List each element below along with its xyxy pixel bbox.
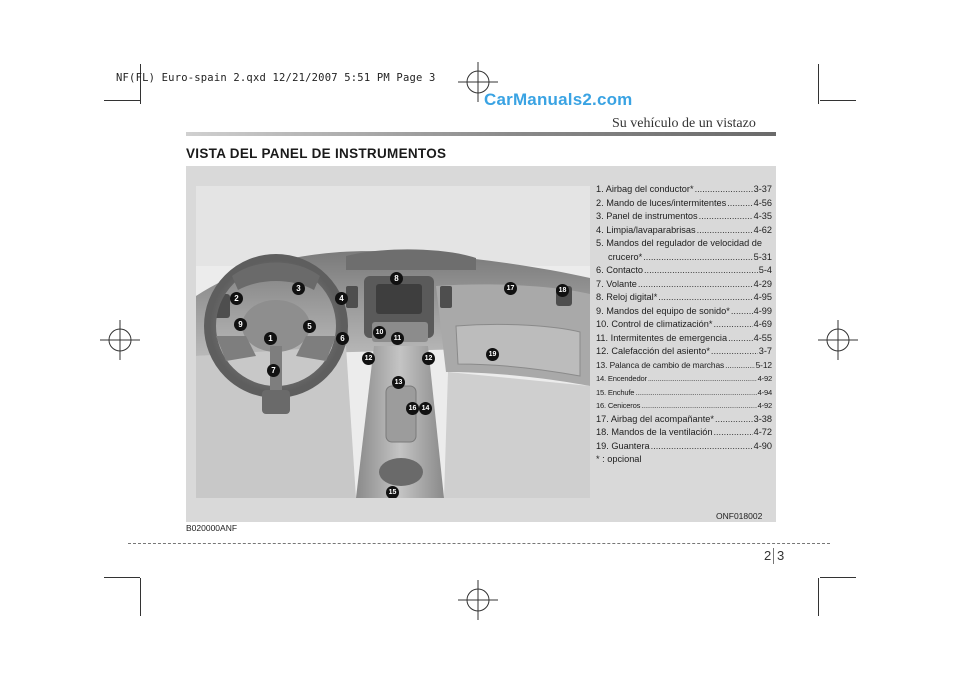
list-item: 1. Airbag del conductor* ..... 3-37 [596,183,772,197]
list-item: 16. Ceniceros ..... 4-92 [596,399,772,413]
crop-mark [140,64,141,104]
list-item: 11. Intermitentes de emergencia ..... 4-55 [596,332,772,346]
crop-mark [104,577,140,578]
page-number: 3 [777,548,785,563]
list-item: 12. Calefacción del asiento* ..... 3-7 [596,345,772,359]
registration-mark-right [816,318,860,362]
list-item: 9. Mandos del equipo de sonido* ..... 4-99 [596,305,772,319]
page-separator [773,548,774,564]
callout-marker: 8 [390,272,403,285]
chapter-number: 2 [764,548,772,563]
callout-marker: 6 [336,332,349,345]
list-item: 13. Palanca de cambio de marchas ..... 5-12 [596,359,772,373]
callout-marker: 12 [362,352,375,365]
reference-code: B020000ANF [186,523,238,533]
list-item: 3. Panel de instrumentos ..... 4-35 [596,210,772,224]
callout-marker: 14 [419,402,432,415]
callout-marker: 4 [335,292,348,305]
component-list [596,183,772,467]
footer-rule [128,543,830,544]
list-item: 10. Control de climatización* ..... 4-69 [596,318,772,332]
callout-marker: 13 [392,376,405,389]
list-item: 14. Encendedor ..... 4-92 [596,372,772,386]
callout-marker: 7 [267,364,280,377]
callout-marker: 15 [386,486,399,498]
callout-marker: 18 [556,284,569,297]
callout-marker: 2 [230,292,243,305]
page-heading: VISTA DEL PANEL DE INSTRUMENTOS [186,146,447,161]
print-slug: NF(FL) Euro-spain 2.qxd 12/21/2007 5:51 PM Page 3 [116,72,436,84]
optional-note: * : opcional [596,454,642,464]
figure-code: ONF018002 [716,511,763,521]
list-item: 7. Volante ..... 4-29 [596,278,772,292]
crop-mark [820,577,856,578]
crop-mark [140,578,141,616]
callout-marker: 9 [234,318,247,331]
watermark-link[interactable]: CarManuals2.com [484,90,633,109]
callout-marker: 11 [391,332,404,345]
registration-mark-bottom [456,578,500,622]
callout-marker: 12 [422,352,435,365]
list-item: 17. Airbag del acompañante* ..... 3-38 [596,413,772,427]
callout-marker: 19 [486,348,499,361]
crop-mark [818,578,819,616]
callout-marker: 17 [504,282,517,295]
list-item: 5. Mandos del regulador de velocidad de [596,238,762,248]
crop-mark [104,100,140,101]
callout-marker: 16 [406,402,419,415]
crop-mark [820,100,856,101]
header-rule [186,132,776,136]
callout-marker: 10 [373,326,386,339]
callout-marker: 3 [292,282,305,295]
list-item: 15. Enchufe ..... 4-94 [596,386,772,400]
list-item: 2. Mando de luces/intermitentes ..... 4-56 [596,197,772,211]
section-title: Su vehículo de un vistazo [612,116,756,131]
dashboard-illustration [196,186,590,498]
list-item: 4. Limpia/lavaparabrisas ..... 4-62 [596,224,772,238]
list-item: 19. Guantera ..... 4-90 [596,440,772,454]
list-item: 6. Contacto ..... 5-4 [596,264,772,278]
callout-marker: 5 [303,320,316,333]
crop-mark [818,64,819,104]
callout-marker: 1 [264,332,277,345]
list-item: 8. Reloj digital* ..... 4-95 [596,291,772,305]
list-item: 18. Mandos de la ventilación ..... 4-72 [596,426,772,440]
list-item: crucero* ..... 5-31 [596,251,772,265]
registration-mark-left [98,318,142,362]
figure-panel [186,166,776,522]
